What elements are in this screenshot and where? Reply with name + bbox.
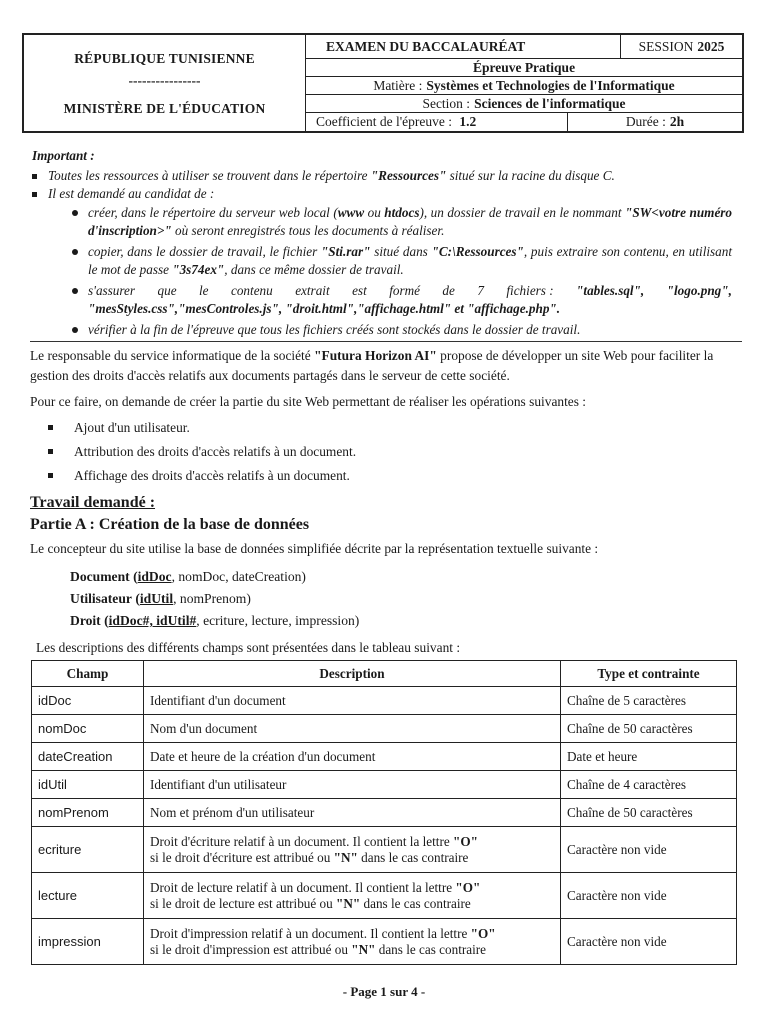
- sub-item-3: [72, 282, 732, 319]
- ministere-text: MINISTÈRE DE L'ÉDUCATION: [63, 101, 266, 116]
- cell-champ: lecture: [32, 873, 144, 919]
- desc-part: si le droit d'écriture est attribué ou: [150, 849, 334, 865]
- operations-list: [30, 418, 742, 486]
- cell-champ: idUtil: [32, 771, 144, 799]
- schema-droit: Droit (idDoc#, idUtil#, ecriture, lecture, impression): [70, 613, 360, 628]
- matiere-label: Matière :: [373, 77, 423, 93]
- p1-post: propose de développer un site Web pour faciliter la gestion des droits d'accès relatifs aux documents partagés dans le serveur de cette société.: [30, 348, 714, 383]
- key-utilisateur: idUtil: [139, 591, 174, 606]
- w: formé: [389, 282, 420, 298]
- table-name-utilisateur: Utilisateur: [70, 591, 132, 606]
- desc-part: Droit d'écriture relatif à un document. Il contient la lettre: [150, 833, 454, 849]
- session-cell: [620, 35, 742, 58]
- sub-item-2: [72, 243, 732, 280]
- section-value: Sciences de l'informatique: [474, 95, 626, 111]
- table-header-row: [32, 661, 737, 687]
- page-footer: - Page 1 sur 4 -: [342, 984, 426, 999]
- letter-o: "O": [455, 879, 481, 895]
- table-row: [32, 687, 737, 715]
- cell-desc: [144, 827, 561, 873]
- coef-value: 1.2: [459, 114, 477, 129]
- sub3-files: "mesStyles.css","mesControles.js", "droit.html","affichage.html" et "affichage.php".: [88, 301, 561, 316]
- cell-champ: impression: [32, 919, 144, 965]
- sub1-pre: créer, dans le répertoire du serveur web local (: [88, 204, 338, 220]
- item1-post: situé sur la racine du disque C.: [446, 167, 615, 183]
- cell-desc: Nom d'un document: [144, 715, 561, 743]
- coef-row: [306, 113, 742, 131]
- w: le: [199, 282, 209, 298]
- exam-header: [22, 33, 744, 133]
- company-name: "Futura Horizon AI": [314, 348, 437, 363]
- desc-part: Droit de lecture relatif à un document. Il contient la lettre: [150, 879, 456, 895]
- desc-part: si le droit de lecture est attribué ou: [150, 895, 337, 911]
- table-row: [32, 919, 737, 965]
- exam-row: [306, 35, 742, 59]
- cell-champ: idDoc: [32, 687, 144, 715]
- key-document: idDoc: [137, 569, 172, 584]
- item2-text: Il est demandé au candidat de :: [48, 186, 215, 201]
- travail-heading: Travail demandé :: [30, 494, 156, 511]
- operation-item: Affichage des droits d'accès relatifs à un document.: [48, 466, 742, 486]
- letter-n: "N": [336, 895, 361, 911]
- sub1-htdocs: htdocs: [384, 204, 420, 220]
- cell-champ: nomDoc: [32, 715, 144, 743]
- coef-label: Coefficient de l'épreuve :: [316, 114, 453, 129]
- separator-line: [30, 341, 742, 342]
- item1-bold: "Ressources": [370, 167, 447, 183]
- section-row: [306, 95, 742, 113]
- sub2-post: , dans ce même dossier de travail.: [224, 262, 404, 277]
- republique-text: RÉPUBLIQUE TUNISIENNE: [74, 51, 255, 66]
- sub4-text: vérifier à la fin de l'épreuve que tous les fichiers créés sont stockés dans le dossier de travail.: [88, 321, 581, 337]
- cell-champ: ecriture: [32, 827, 144, 873]
- rest-droit: , ecriture, lecture, impression): [196, 613, 360, 628]
- sub1-www: www: [337, 204, 365, 220]
- operation-item: Ajout d'un utilisateur.: [48, 418, 742, 438]
- epreuve-text: Épreuve Pratique: [472, 59, 576, 75]
- sub1-folder: "SW<votre numéro d'inscription>": [88, 204, 733, 238]
- desc-part: Droit d'impression relatif à un document. Il contient la lettre: [150, 925, 471, 941]
- header-type: Type et contrainte: [561, 661, 737, 687]
- desc-part: dans le cas contraire: [375, 941, 487, 957]
- w: de: [442, 282, 455, 298]
- table-row: [32, 715, 737, 743]
- schema-utilisateur: Utilisateur (idUtil, nomPrenom): [70, 591, 251, 606]
- letter-n: "N": [333, 849, 358, 865]
- file-tables-sql: "tables.sql",: [576, 282, 645, 298]
- letter-n: "N": [351, 941, 376, 957]
- operation-item: Attribution des droits d'accès relatifs à un document.: [48, 442, 742, 462]
- header-champ: Champ: [32, 661, 144, 687]
- file-logo-png: "logo.png",: [666, 282, 732, 298]
- matiere-row: [306, 77, 742, 95]
- cell-type: Caractère non vide: [561, 827, 737, 873]
- session-label: SESSION: [638, 38, 694, 54]
- cell-type: Chaîne de 4 caractères: [561, 771, 737, 799]
- rest-utilisateur: , nomPrenom): [173, 591, 251, 606]
- key-droit: idDoc#, idUtil#: [108, 613, 197, 628]
- table-row: [32, 743, 737, 771]
- item1-text: Toutes les ressources à utiliser se trouvent dans le répertoire: [48, 167, 371, 183]
- important-title: Important :: [32, 148, 95, 163]
- important-item-1: [32, 167, 732, 186]
- exam-title: EXAMEN DU BACCALAURÉAT: [326, 38, 526, 54]
- w: s'assurer: [88, 282, 136, 298]
- table-row: [32, 799, 737, 827]
- cell-desc: Nom et prénom d'un utilisateur: [144, 799, 561, 827]
- sub1-ou: ou: [364, 204, 385, 220]
- w: 7: [477, 282, 484, 298]
- schema-document: Document (idDoc, nomDoc, dateCreation): [70, 569, 306, 584]
- w: est: [352, 282, 367, 298]
- letter-o: "O": [470, 925, 496, 941]
- duree-label: Durée :: [625, 114, 666, 129]
- cell-champ: dateCreation: [32, 743, 144, 771]
- cell-desc: Identifiant d'un document: [144, 687, 561, 715]
- rest-document: , nomDoc, dateCreation): [171, 569, 306, 584]
- sub2-file: "Sti.rar": [320, 243, 371, 259]
- intro-p2: Pour ce faire, on demande de créer la partie du site Web permettant de réaliser les opérations suivantes :: [30, 394, 587, 409]
- cell-champ: nomPrenom: [32, 799, 144, 827]
- sub1-mid: ), un dossier de travail en le nommant: [419, 204, 626, 220]
- fields-table: [31, 660, 737, 965]
- important-section: [32, 147, 732, 341]
- coef-cell: [306, 114, 567, 130]
- p1-pre: Le responsable du service informatique de la société: [30, 348, 315, 363]
- sub3-line2: [88, 300, 732, 319]
- concept-text: Le concepteur du site utilise la base de données simplifiée décrite par la représentation textuelle suivante :: [30, 541, 599, 556]
- db-schema: [70, 566, 359, 632]
- desc-part: dans le cas contraire: [360, 895, 471, 911]
- cell-type: Chaîne de 50 caractères: [561, 715, 737, 743]
- sub2-path: "C:\Ressources": [431, 243, 524, 259]
- table-name-droit: Droit: [70, 613, 101, 628]
- cell-type: Chaîne de 5 caractères: [561, 687, 737, 715]
- cell-type: Caractère non vide: [561, 919, 737, 965]
- partie-a-heading: Partie A : Création de la base de données: [30, 516, 310, 533]
- table-row: [32, 873, 737, 919]
- w: extrait: [295, 282, 330, 298]
- sub2-mid2: , puis extraire son contenu, en utilisant le mot de passe: [88, 243, 733, 277]
- important-item-2: [32, 185, 732, 204]
- cell-desc: Identifiant d'un utilisateur: [144, 771, 561, 799]
- table-name-document: Document: [70, 569, 130, 584]
- sub3-line1: [88, 282, 732, 301]
- sub-item-1: [72, 204, 732, 241]
- intro-p1: [30, 346, 742, 386]
- cell-type: Chaîne de 50 caractères: [561, 799, 737, 827]
- session-year: 2025: [697, 38, 725, 54]
- table-row: [32, 827, 737, 873]
- sub2-mid: situé dans: [370, 243, 432, 259]
- sub2-password: "3s74ex": [172, 262, 225, 277]
- desc-part: si le droit d'impression est attribué ou: [150, 941, 352, 957]
- w: contenu: [230, 282, 273, 298]
- desc-part: dans le cas contraire: [357, 849, 469, 865]
- letter-o: "O": [453, 833, 478, 849]
- w: fichiers :: [506, 282, 554, 298]
- sub-list: [32, 204, 732, 340]
- epreuve-row: [306, 59, 742, 77]
- cell-desc: [144, 873, 561, 919]
- table-row: [32, 771, 737, 799]
- exam-info-block: [306, 35, 742, 131]
- ministry-block: [24, 35, 306, 131]
- cell-desc: [144, 919, 561, 965]
- sub2-pre: copier, dans le dossier de travail, le fichier: [88, 243, 321, 259]
- cell-type: Caractère non vide: [561, 873, 737, 919]
- cell-type: Date et heure: [561, 743, 737, 771]
- description-intro: Les descriptions des différents champs sont présentées dans le tableau suivant :: [36, 640, 461, 655]
- duree-value: 2h: [669, 114, 685, 129]
- cell-desc: Date et heure de la création d'un document: [144, 743, 561, 771]
- section-label: Section :: [422, 95, 471, 111]
- w: que: [157, 282, 177, 298]
- header-description: Description: [144, 661, 561, 687]
- sub-item-4: [72, 321, 732, 340]
- duree-cell: [567, 113, 742, 131]
- dash-separator: ----------------: [128, 73, 201, 88]
- matiere-value: Systèmes et Technologies de l'Informatique: [426, 77, 675, 93]
- intro-section: [30, 346, 742, 490]
- sub1-post: où seront enregistrés tous les documents à réaliser.: [171, 223, 445, 238]
